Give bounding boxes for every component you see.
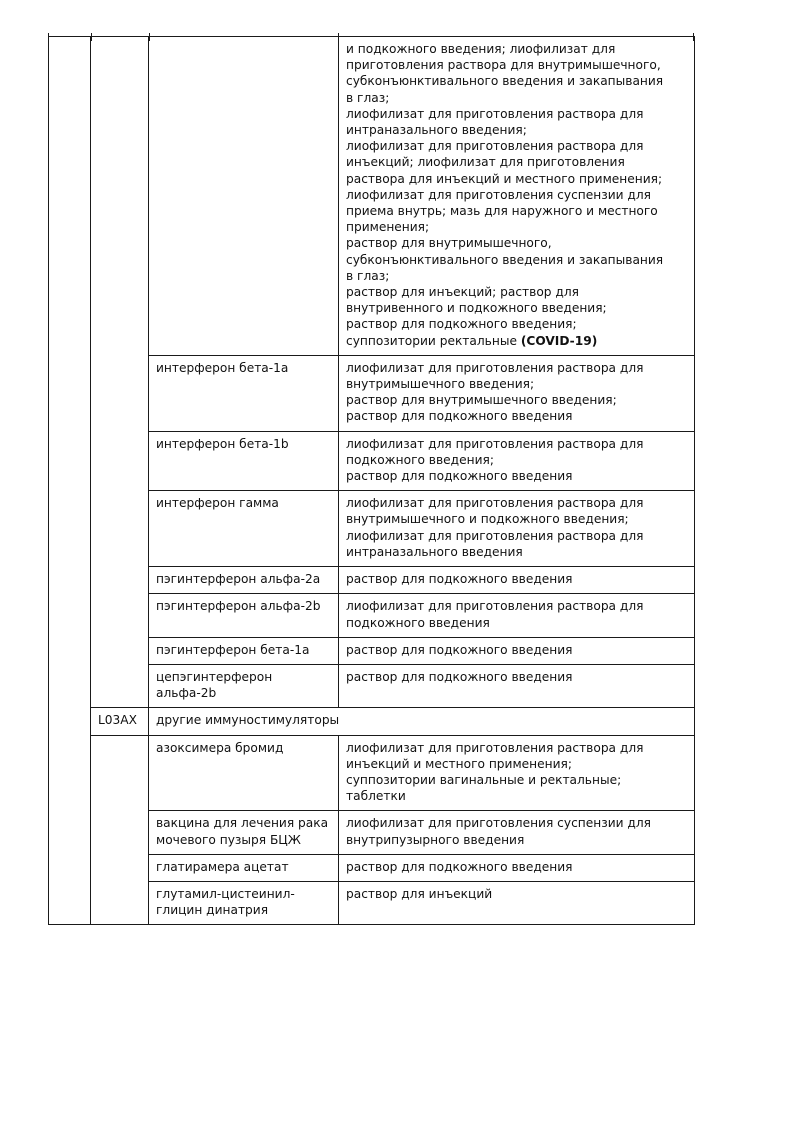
table-row-continued <box>49 37 695 356</box>
dosage-form-line: раствора для инъекций и местного применения; <box>346 171 663 186</box>
dosage-form-line: внутримышечного введения; <box>346 377 535 392</box>
atc-code-cell: L03AX <box>91 708 149 735</box>
drug-name-cell: интерферон гамма <box>149 491 339 567</box>
dosage-form-line: внутрипузырного введения <box>346 832 525 847</box>
dosage-form-line: лиофилизат для приготовления раствора для <box>346 106 644 121</box>
medications-table-body <box>49 37 695 925</box>
dosage-form-line: лиофилизат для приготовления раствора для <box>346 528 644 543</box>
drug-name-cell <box>149 37 339 356</box>
dosage-form-line: раствор для подкожного введения <box>346 642 573 657</box>
dosage-form-line: интраназального введения <box>346 544 523 559</box>
dosage-forms-cell <box>339 431 695 491</box>
dosage-form-line: лиофилизат для приготовления раствора для <box>346 740 644 755</box>
dosage-form-line: подкожного введения <box>346 615 490 630</box>
drug-name-cell: интерферон бета-1b <box>149 431 339 491</box>
drug-name-cell: интерферон бета-1a <box>149 355 339 431</box>
atc-code-cell-empty <box>91 735 149 925</box>
dosage-form-line: раствор для внутримышечного, <box>346 236 552 251</box>
dosage-forms-cell <box>339 664 695 707</box>
dosage-forms-cell <box>339 567 695 594</box>
dosage-form-line: применения; <box>346 220 430 235</box>
dosage-form-line: таблетки <box>346 789 406 804</box>
drug-name-cell: пэгинтерферон альфа-2a <box>149 567 339 594</box>
dosage-form-line: лиофилизат для приготовления раствора для <box>346 139 644 154</box>
dosage-form-line: лиофилизат для приготовления раствора для <box>346 496 644 511</box>
dosage-form-line: приготовления раствора для внутримышечного, <box>346 58 661 73</box>
dosage-form-line: инъекций и местного применения; <box>346 756 572 771</box>
atc-class-cell <box>49 37 91 925</box>
dosage-form-line: раствор для инъекций <box>346 886 493 901</box>
dosage-form-line: суппозитории ректальные <box>346 333 517 348</box>
drug-name-cell: азоксимера бромид <box>149 735 339 811</box>
dosage-form-line: субконъюнктивального введения и закапывания <box>346 74 664 89</box>
dosage-form-line: субконъюнктивального введения и закапывания <box>346 252 664 267</box>
dosage-forms-cell <box>339 811 695 854</box>
medications-table <box>48 36 695 925</box>
dosage-form-line: раствор для инъекций; раствор для <box>346 285 579 300</box>
dosage-form-line: лиофилизат для приготовления суспензии для <box>346 816 651 831</box>
covid-note: (COVID-19) <box>520 333 598 348</box>
dosage-form-line: суппозитории вагинальные и ректальные; <box>346 772 622 787</box>
dosage-form-line: внутривенного и подкожного введения; <box>346 301 607 316</box>
dosage-form-line: и подкожного введения; лиофилизат для <box>346 42 616 56</box>
dosage-form-line: внутримышечного и подкожного введения; <box>346 512 629 527</box>
dosage-forms-cell <box>339 735 695 811</box>
dosage-form-line: лиофилизат для приготовления суспензии для <box>346 187 651 202</box>
dosage-form-line: в глаз; <box>346 90 390 105</box>
group-header-row <box>49 708 695 735</box>
dosage-form-line: подкожного введения; <box>346 452 494 467</box>
drug-name-cell: пэгинтерферон бета-1a <box>149 637 339 664</box>
dosage-form-line: инъекций; лиофилизат для приготовления <box>346 155 625 170</box>
dosage-form-line: лиофилизат для приготовления раствора для <box>346 599 644 614</box>
dosage-form-line: раствор для подкожного введения; <box>346 317 577 332</box>
drug-name-cell: глутамил-цистеинил-глицин динатрия <box>149 881 339 924</box>
dosage-forms-cell <box>339 594 695 637</box>
dosage-form-line: раствор для подкожного введения <box>346 859 573 874</box>
dosage-form-line: раствор для подкожного введения <box>346 572 573 587</box>
table-row <box>49 735 695 811</box>
dosage-form-line: лиофилизат для приготовления раствора для <box>346 360 644 375</box>
dosage-form-line: раствор для подкожного введения <box>346 409 573 424</box>
dosage-forms-cell <box>339 854 695 881</box>
dosage-forms-cell <box>339 37 695 356</box>
dosage-form-line: раствор для подкожного введения <box>346 669 573 684</box>
dosage-form-line: интраназального введения; <box>346 123 527 138</box>
dosage-form-line: в глаз; <box>346 268 390 283</box>
group-name-cell: другие иммуностимуляторы <box>149 708 695 735</box>
drug-name-cell: цепэгинтерферон альфа-2b <box>149 664 339 707</box>
dosage-forms-cell <box>339 491 695 567</box>
dosage-form-line: раствор для внутримышечного введения; <box>346 393 617 408</box>
dosage-forms-cell <box>339 637 695 664</box>
atc-subgroup-cell <box>91 37 149 708</box>
drug-name-cell: вакцина для лечения рака мочевого пузыря БЦЖ <box>149 811 339 854</box>
document-page <box>48 36 694 925</box>
dosage-form-line: лиофилизат для приготовления раствора для <box>346 436 644 451</box>
dosage-forms-cell <box>339 881 695 924</box>
drug-name-cell: пэгинтерферон альфа-2b <box>149 594 339 637</box>
dosage-forms-cell <box>339 355 695 431</box>
dosage-forms-text <box>346 41 687 348</box>
dosage-form-line: раствор для подкожного введения <box>346 469 573 484</box>
dosage-form-line: приема внутрь; мазь для наружного и местного <box>346 204 658 219</box>
drug-name-cell: глатирамера ацетат <box>149 854 339 881</box>
